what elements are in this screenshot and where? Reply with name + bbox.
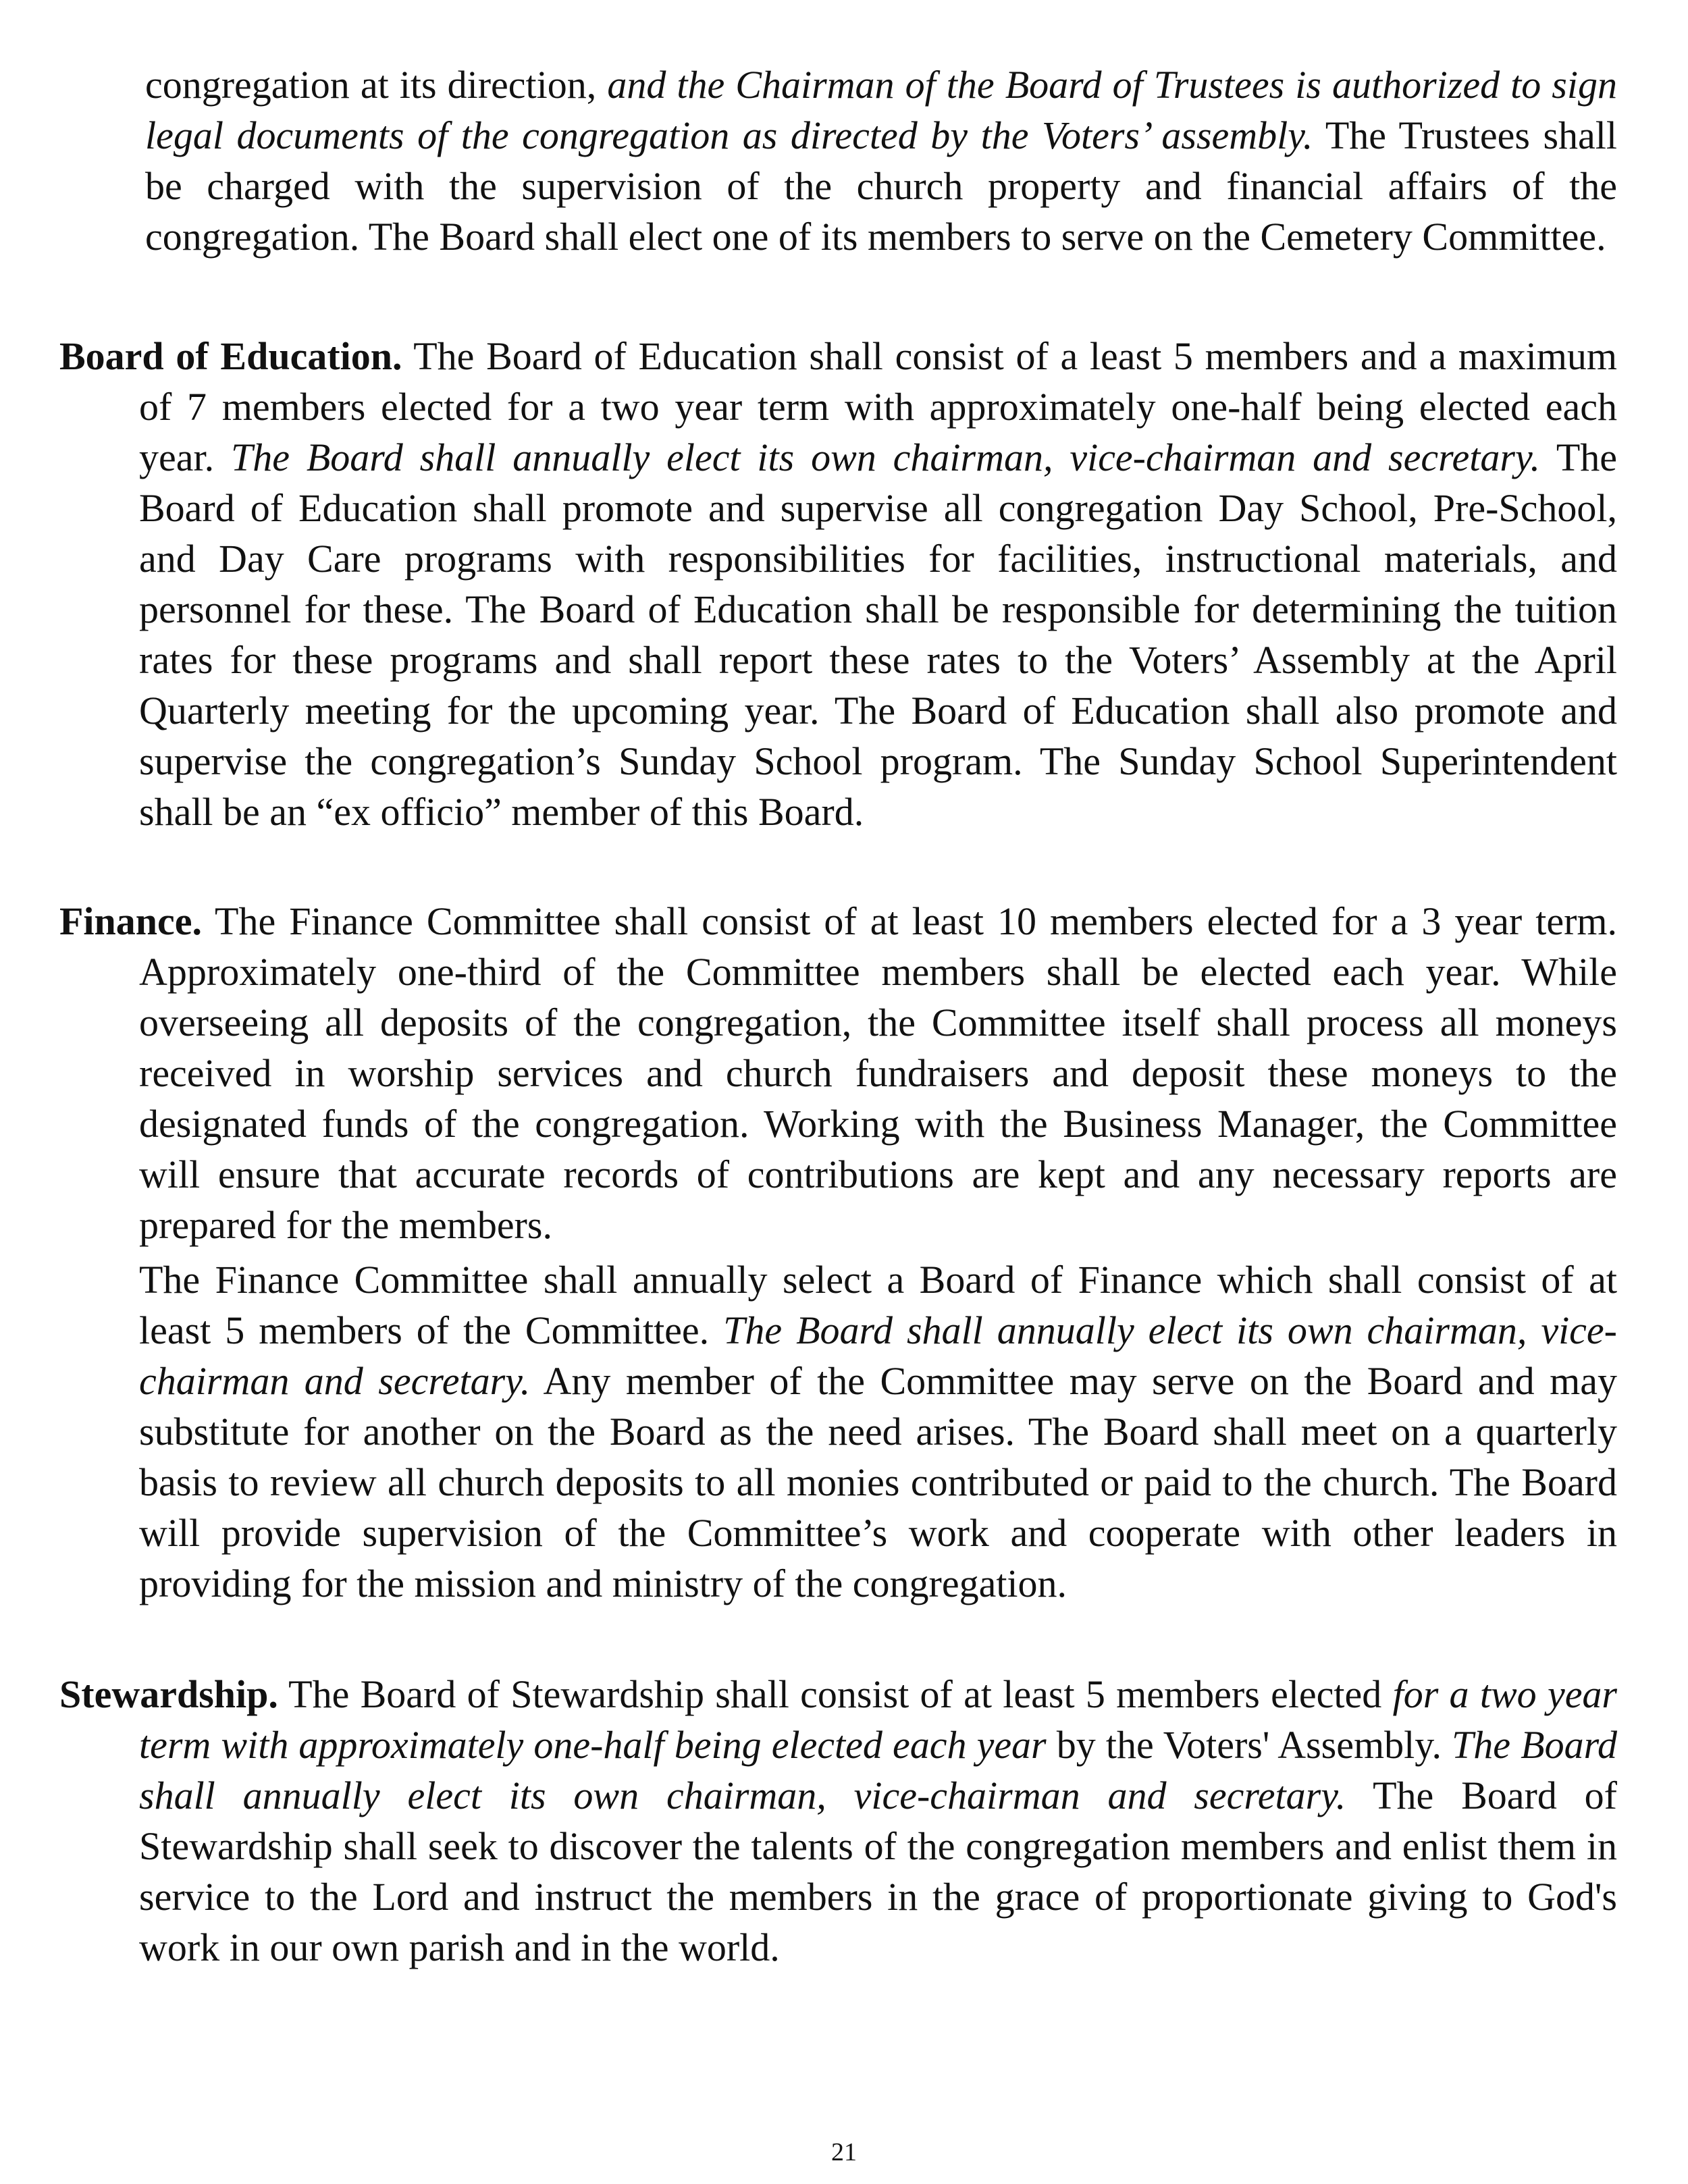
text-run: The Board of Education shall consist of a least 5 members and a maximum of 7 members elected for a two year term with approximately one-half being elected each year. [139, 334, 1617, 479]
text-run: The Board of Education shall promote and supervise all congregation Day School, Pre-School, and Day Care programs with responsibilities for facilities, instructional materials, and personnel for these. The Board of Education shall be responsible for determining the tuition rates for these programs and shall report these rates to the Voters’ Assembly at the April Quarterly meeting for the upcoming year. The Board of Education shall also promote and supervise the congregation’s Sunday School program. The Sunday School Superintendent shall be an “ex officio” member of this Board. [139, 435, 1617, 834]
education-heading: Board of Education. [59, 334, 402, 378]
italic-run: The Board shall annually elect its own chairman, vice-chairman and secretary. [230, 435, 1540, 479]
italic-run: and the Chairman of the Board of Trustees is authorized to sign legal documents of the congregation as directed by the Voters’ assembly. [145, 63, 1617, 157]
page-number: 21 [831, 2138, 857, 2166]
text-run: congregation at its direction, [145, 63, 608, 107]
text-run: The Board of Stewardship shall consist of at least 5 members elected [278, 1672, 1393, 1716]
italic-run: for a two year term with approximately one-half being elected each year [139, 1672, 1618, 1767]
italic-run: The Board shall annually elect its own chairman, vice-chairman and secretary. [139, 1723, 1617, 1817]
text-run: The Finance Committee shall annually select a Board of Finance which shall consist of at least 5 members of the Committee. [139, 1258, 1617, 1352]
text-run: by the Voters' Assembly. [1046, 1723, 1452, 1767]
text-run: The Trustees shall be charged with the supervision of the church property and financial affairs of the congregation. The Board shall elect one of its members to serve on the Cemetery Committee. [145, 113, 1617, 259]
italic-run: The Board shall annually elect its own chairman, vice-chairman and secretary. [139, 1308, 1617, 1403]
text-run: The Finance Committee shall consist of at least 10 members elected for a 3 year term. Approximately one-third of the Committee members shall be elected each year. While overseeing all deposits of the congregation, the Committee itself shall process all moneys received in worship services and church fundraisers and deposit these moneys to the designated funds of the congregation. Working with the Business Manager, the Committee will ensure that accurate records of contributions are kept and any necessary reports are prepared for the members. [139, 899, 1617, 1247]
text-run: Any member of the Committee may serve on the Board and may substitute for another on the Board as the need arises. The Board shall meet on a quarterly basis to review all church deposits to all monies contributed or paid to the church. The Board will provide supervision of the Committee’s work and cooperate with other leaders in providing for the mission and ministry of the congregation. [139, 1359, 1617, 1605]
stewardship-heading: Stewardship. [59, 1672, 278, 1716]
trustees-continuation-paragraph [145, 59, 1617, 262]
education-section-paragraph [59, 331, 1617, 837]
finance-heading: Finance. [59, 899, 203, 943]
stewardship-section-paragraph [59, 1669, 1617, 1973]
finance-section-paragraph [59, 896, 1617, 1250]
finance-board-paragraph [139, 1254, 1617, 1609]
text-run: The Board of Stewardship shall seek to discover the talents of the congregation members and enlist them in service to the Lord and instruct the members in the grace of proportionate giving to God's work in our own parish and in the world. [139, 1774, 1617, 1969]
